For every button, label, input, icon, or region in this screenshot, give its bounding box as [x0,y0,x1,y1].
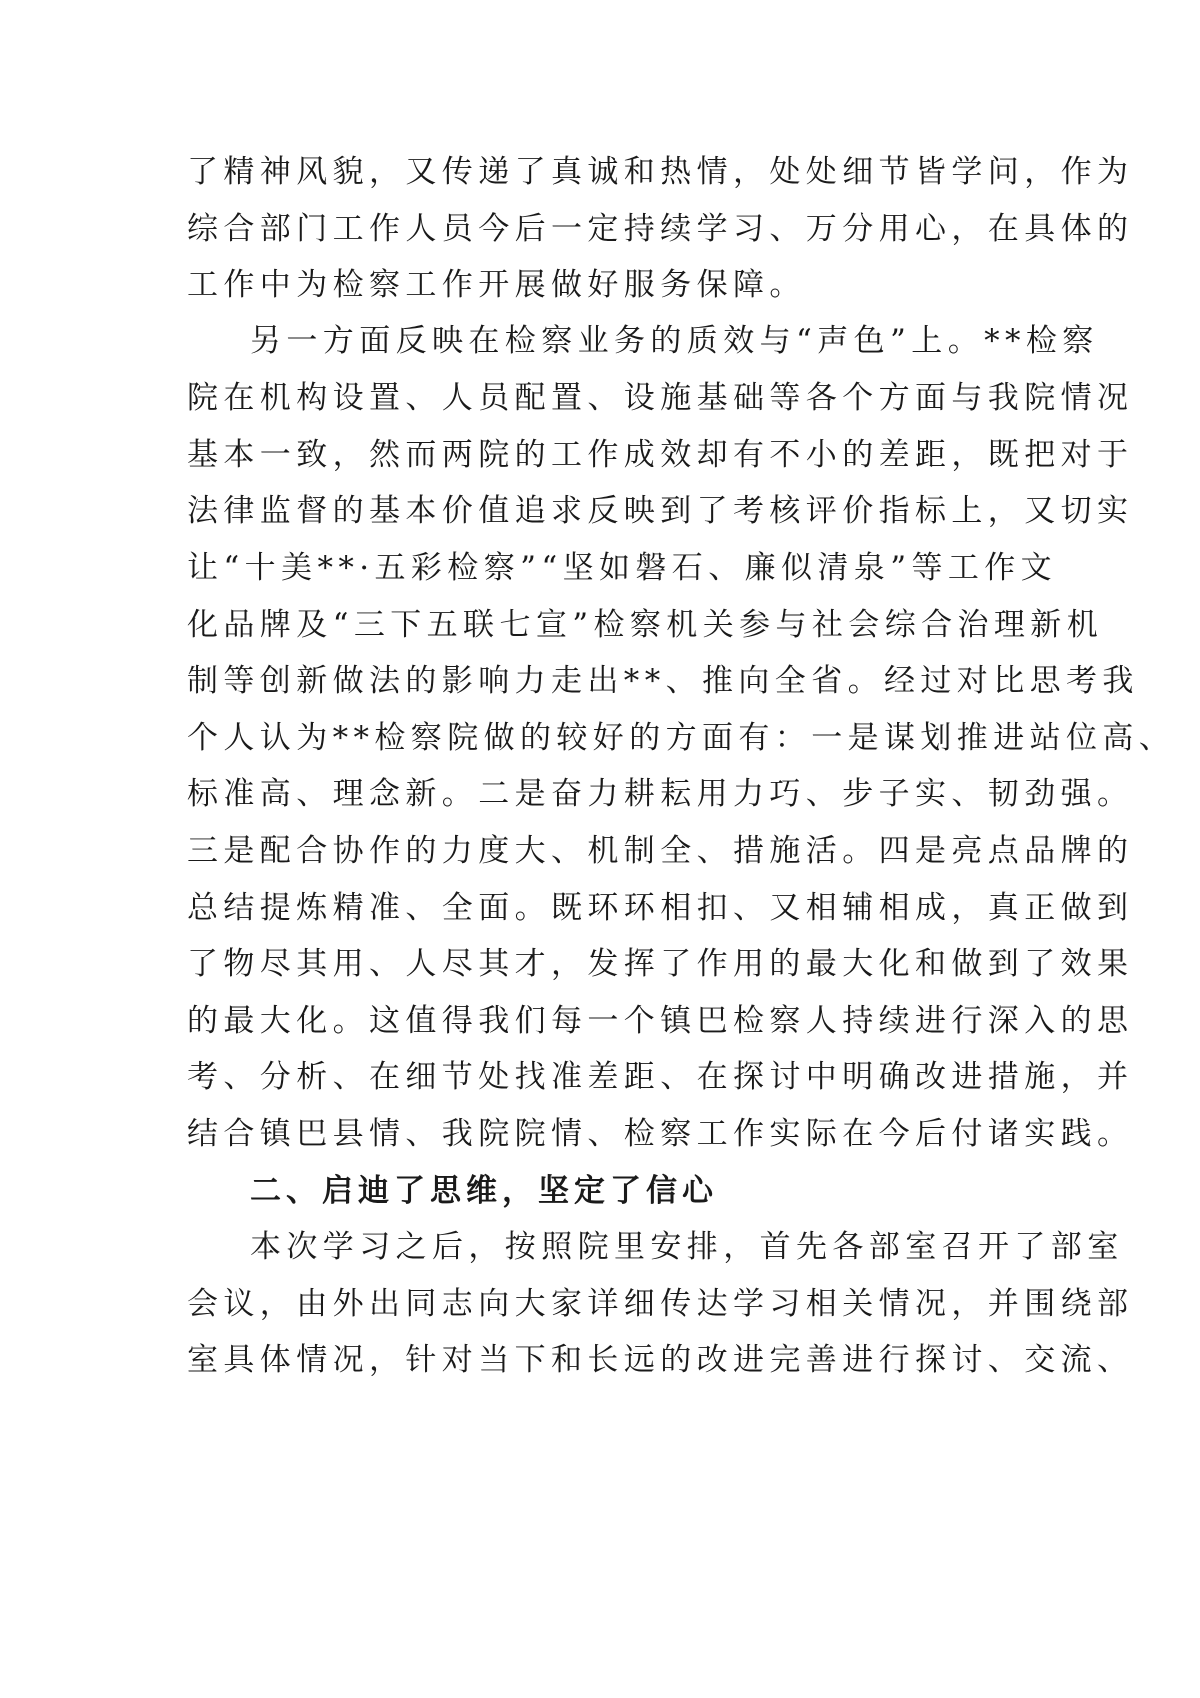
text-line: 基本一致，然而两院的工作成效却有不小的差距，既把对于 [187,437,1134,473]
text-line: 综合部门工作人员今后一定持续学习、万分用心，在具体的 [187,211,1134,247]
text-line: 让“十美**·五彩检察”“坚如磐石、廉似清泉”等工作文 [187,550,1058,586]
text-line: 考、分析、在细节处找准差距、在探讨中明确改进措施，并 [187,1059,1134,1095]
text-line: 三是配合协作的力度大、机制全、措施活。四是亮点品牌的 [187,833,1134,869]
text-line: 了精神风貌，又传递了真诚和热情，处处细节皆学问，作为 [187,154,1134,190]
text-line: 总结提炼精准、全面。既环环相扣、又相辅相成，真正做到 [187,890,1134,926]
text-line: 了物尽其用、人尽其才，发挥了作用的最大化和做到了效果 [187,946,1134,982]
text-line: 化品牌及“三下五联七宣”检察机关参与社会综合治理新机 [187,607,1104,643]
text-line: 结合镇巴县情、我院院情、检察工作实际在今后付诸实践。 [187,1116,1134,1152]
text-line: 的最大化。这值得我们每一个镇巴检察人持续进行深入的思 [187,1003,1134,1039]
text-line: 标准高、理念新。二是奋力耕耘用力巧、步子实、韧劲强。 [187,776,1134,812]
paragraph-first-line: 本次学习之后，按照院里安排，首先各部室召开了部室 [250,1229,1124,1265]
paragraph-first-line: 另一方面反映在检察业务的质效与“声色”上。**检察 [250,323,1099,359]
text-line: 制等创新做法的影响力走出**、推向全省。经过对比思考我 [187,663,1139,699]
text-line: 个人认为**检察院做的较好的方面有：一是谋划推进站位高、 [187,720,1176,756]
text-line: 室具体情况，针对当下和长远的改进完善进行探讨、交流、 [187,1342,1134,1378]
section-heading: 二、启迪了思维，坚定了信心 [250,1173,718,1209]
text-line: 法律监督的基本价值追求反映到了考核评价指标上，又切实 [187,493,1134,529]
text-line: 会议，由外出同志向大家详细传达学习相关情况，并围绕部 [187,1286,1134,1322]
text-line: 工作中为检察工作开展做好服务保障。 [187,267,806,303]
text-line: 院在机构设置、人员配置、设施基础等各个方面与我院情况 [187,380,1134,416]
